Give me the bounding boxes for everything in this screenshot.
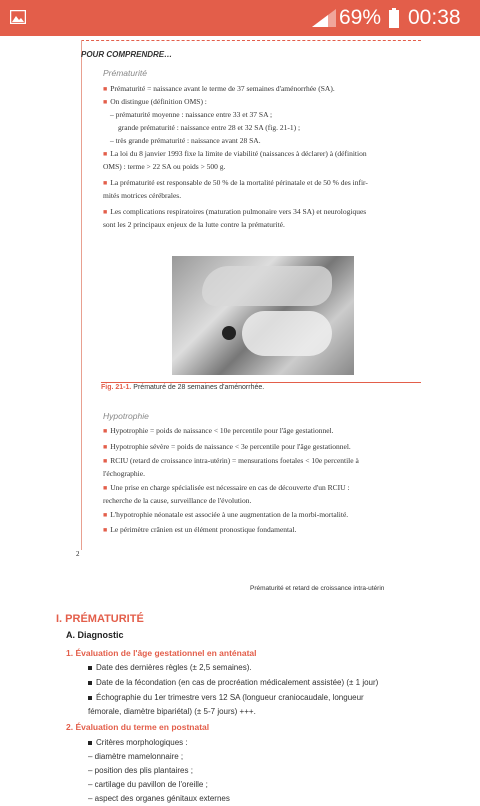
hypo-line-4: Une prise en charge spécialisée est nécessaire en cas de découverte d'un RCIU : bbox=[110, 483, 350, 492]
hypo-line-2: Hypotrophie sévère = poids de naissance < 3e percentile pour l'âge gestationnel. bbox=[110, 442, 351, 451]
s2-bullet-1: Critères morphologiques : bbox=[96, 738, 188, 747]
battery-icon bbox=[389, 8, 399, 28]
premat-line-3: – prématurité moyenne : naissance entre 33 et 37 SA ; bbox=[110, 110, 273, 119]
figure-caption-text: Prématuré de 28 semaines d'aménorrhée. bbox=[133, 384, 265, 391]
premat-line-7: La prématurité est responsable de 50 % de la mortalité périnatale et de 50 % des infir- bbox=[110, 178, 368, 187]
figure-caption bbox=[101, 384, 264, 391]
bullet-icon bbox=[88, 696, 92, 700]
top-rule bbox=[81, 40, 421, 41]
photo-hand bbox=[202, 266, 332, 306]
document-page-1: POUR COMPRENDRE… Prématurité ■ Prématurité = naissance avant le terme de 37 semaines d'aménorrhée (SA). ■ On distingue (définition OMS) : – prématurité moyenne : naissance entre 33 et 37 SA ; grande prématurité : naissance entre 28 et 32 SA (fig. 21-1) ; – très grande prématurité : naissance avant 28 SA. ■ La loi du 8 janvier 1993 fixe la limite de viabilité (naissances à déclarer) à (définition OMS) : terme > 22 SA ou poids > 500 g. ■ La prématurité est responsable de 50 % de la mortalité périnatale et de 50 % des infir- mités motrices cérébrales. ■ Les complications respiratoires (maturation pulmonaire vers 34 SA) et neurologiques sont les 2 principaux enjeux de la lutte contre la prématurité. Fig. 21-1. Prématuré de 28 semaines d'aménorrhée. Hypotrophie ■ Hypotrophie = poids de naissance < 10e percentile pour l'âge gestationnel. ■ Hypotrophie sévère = poids de naissance < 3e percentile pour l'âge gestationnel. ■ RCIU (retard de croissance intra-utérin) = mensurations foetales < 10e percentile à l'échographie. ■ Une prise en charge spécialisée est nécessaire en cas de découverte d'un RCIU : recherche de la cause, surveillance de l'évolution. ■ L'hypotrophie néonatale est associée à une augmentation de la morbi-mortalité. ■ Le périmètre crânien est un élément pronostique fondamental. 2 bbox=[0, 36, 480, 571]
premat-line-7b: mités motrices cérébrales. bbox=[103, 191, 182, 200]
figure-photo-premature-infant bbox=[172, 256, 354, 375]
s1-bullet-3b: fémorale, diamètre bipariétal) (± 5-7 jours) +++. bbox=[88, 707, 256, 716]
hypo-line-4b: recherche de la cause, surveillance de l'évolution. bbox=[103, 496, 252, 505]
battery-percentage: 69% bbox=[339, 6, 382, 29]
premat-line-8b: sont les 2 principaux enjeux de la lutte contre la prématurité. bbox=[103, 220, 285, 229]
heading-hypotrophie: Hypotrophie bbox=[103, 411, 149, 421]
box-title: POUR COMPRENDRE… bbox=[81, 50, 173, 59]
section-title: I. PRÉMATURITÉ bbox=[56, 613, 144, 625]
s2-dash-1: – diamètre mamelonnaire ; bbox=[88, 752, 184, 761]
s2-dash-2: – position des plis plantaires ; bbox=[88, 766, 193, 775]
s1-bullet-3: Échographie du 1er trimestre vers 12 SA (longueur craniocaudale, longueur bbox=[96, 693, 364, 702]
hypo-line-3b: l'échographie. bbox=[103, 469, 145, 478]
photo-infant bbox=[242, 311, 332, 356]
premat-line-5: – très grande prématurité : naissance avant 28 SA. bbox=[110, 136, 261, 145]
photo-probe bbox=[222, 326, 236, 340]
document-page-2 bbox=[0, 571, 480, 803]
bullet-icon bbox=[88, 666, 92, 670]
hypo-line-3: RCIU (retard de croissance intra-utérin) = mensurations foetales < 10e percentile à bbox=[110, 456, 359, 465]
s1-bullet-1: Date des dernières règles (± 2,5 semaines). bbox=[96, 663, 252, 672]
premat-line-6: La loi du 8 janvier 1993 fixe la limite de viabilité (naissances à déclarer) à (définition bbox=[110, 149, 367, 158]
hypo-line-6: Le périmètre crânien est un élément pronostique fondamental. bbox=[110, 525, 297, 534]
bullet-icon bbox=[88, 741, 92, 745]
heading-prematurite: Prématurité bbox=[103, 68, 147, 78]
figure-label: Fig. 21-1. bbox=[101, 384, 132, 391]
premat-line-2: On distingue (définition OMS) : bbox=[110, 97, 207, 106]
bullet-icon bbox=[88, 681, 92, 685]
premat-line-1: Prématurité = naissance avant le terme de 37 semaines d'aménorrhée (SA). bbox=[110, 84, 335, 93]
hypo-line-1: Hypotrophie = poids de naissance < 10e percentile pour l'âge gestationnel. bbox=[110, 426, 334, 435]
clock: 00:38 bbox=[408, 6, 461, 29]
premat-line-6b: OMS) : terme > 22 SA ou poids > 500 g. bbox=[103, 162, 226, 171]
s1-title: 1. Évaluation de l'âge gestationnel en anténatal bbox=[66, 648, 257, 658]
premat-line-4: grande prématurité : naissance entre 28 et 32 SA (fig. 21-1) ; bbox=[118, 123, 301, 132]
page-number: 2 bbox=[76, 550, 80, 558]
status-bar bbox=[0, 0, 480, 36]
signal-icon bbox=[312, 9, 336, 27]
hypo-line-5: L'hypotrophie néonatale est associée à une augmentation de la morbi-mortalité. bbox=[110, 510, 349, 519]
premat-line-8: Les complications respiratoires (maturation pulmonaire vers 34 SA) et neurologiques bbox=[110, 207, 367, 216]
subsection-title: A. Diagnostic bbox=[66, 630, 124, 640]
margin-rule bbox=[81, 40, 82, 550]
figure-rule bbox=[101, 382, 421, 383]
running-head: Prématurité et retard de croissance intra-utérin bbox=[250, 585, 385, 592]
s2-title: 2. Évaluation du terme en postnatal bbox=[66, 722, 210, 732]
s2-dash-4: – aspect des organes génitaux externes bbox=[88, 794, 230, 803]
s2-dash-3: – cartilage du pavillon de l'oreille ; bbox=[88, 780, 208, 789]
image-icon bbox=[10, 10, 26, 24]
s1-bullet-2: Date de la fécondation (en cas de procréation médicalement assistée) (± 1 jour) bbox=[96, 678, 379, 687]
